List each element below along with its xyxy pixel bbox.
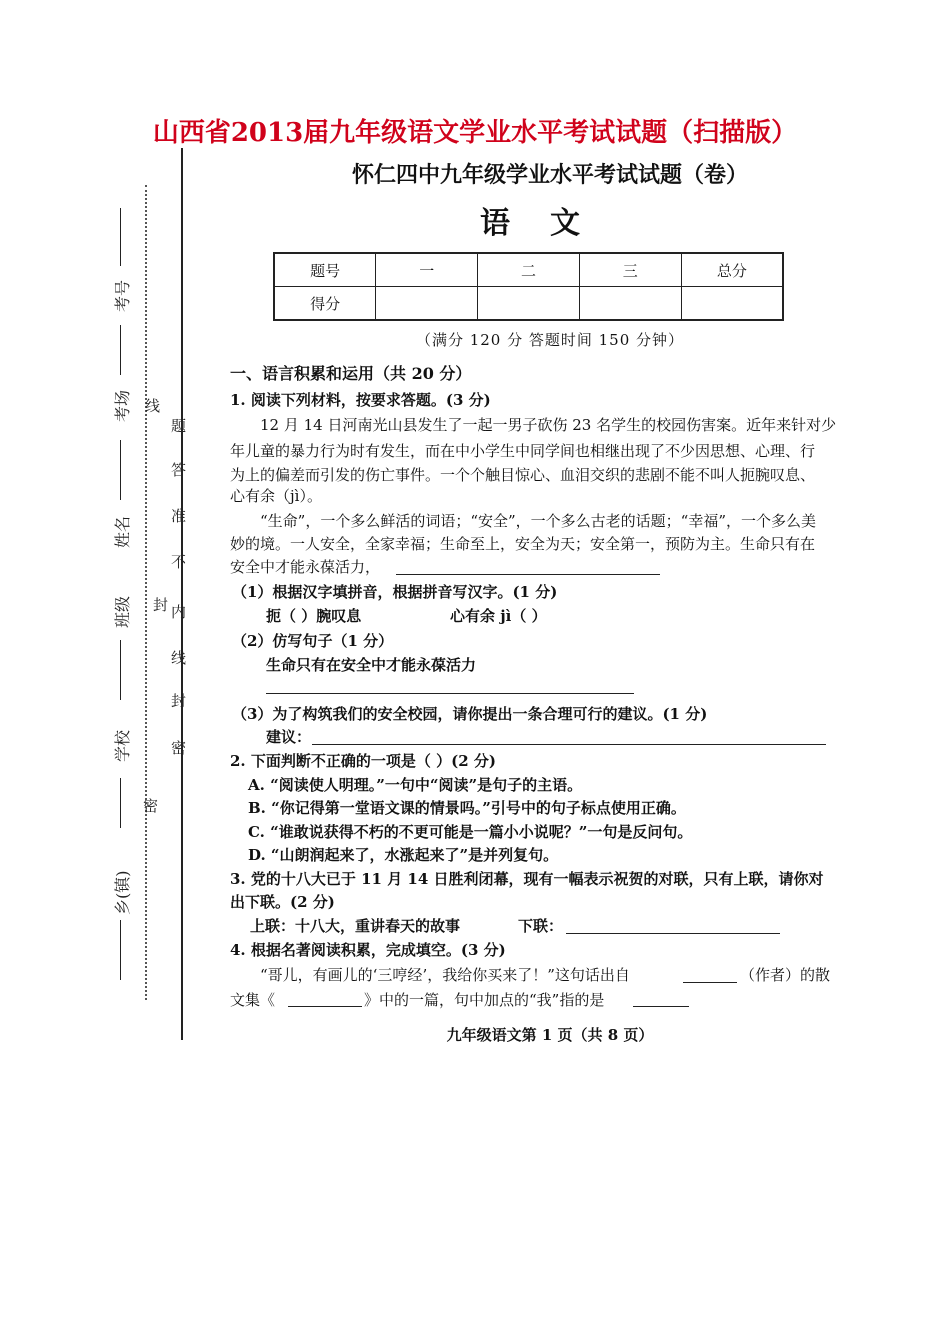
- page-footer: 九年级语文第 1 页（共 8 页）: [446, 1026, 654, 1044]
- answer-line[interactable]: [396, 574, 660, 575]
- seal-char: 线: [169, 650, 187, 667]
- passage-line: 为上的偏差而引发的伤亡事件。一个个触目惊心、血泪交织的悲剧不能不叫人扼腕叹息、: [230, 466, 816, 484]
- field-room: 考场: [113, 389, 132, 422]
- passage-line: “哥儿，有画儿的‘三哼经’，我给你买来了！”这句话出自: [260, 966, 630, 984]
- fill-blank[interactable]: 扼（ ）腕叹息: [266, 607, 362, 625]
- question-stem: 出下联。(2 分): [230, 893, 335, 911]
- field-school: 学校: [113, 729, 132, 762]
- score-header-row: [274, 253, 783, 287]
- question-stem: 2. 下面判断不正确的一项是（ ）(2 分): [230, 752, 496, 770]
- score-input-cell[interactable]: [478, 287, 580, 321]
- score-cell: 三: [579, 253, 681, 287]
- suggestion-label: 建议：: [266, 728, 312, 746]
- sub-question: （3）为了构筑我们的安全校园，请你提出一条合理可行的建议。(1 分): [232, 705, 708, 723]
- field-name: 姓名: [113, 515, 132, 548]
- passage-line: 文集《: [230, 991, 276, 1009]
- seal-char: 封: [169, 693, 187, 710]
- couplet-lower-label: 下联：: [518, 917, 564, 935]
- score-input-cell[interactable]: [579, 287, 681, 321]
- sub-question: （2）仿写句子（1 分）: [232, 632, 394, 650]
- score-cell: 总分: [681, 253, 783, 287]
- field-class: 班级: [113, 595, 132, 628]
- exam-note: （满分 120 分 答题时间 150 分钟）: [415, 331, 685, 349]
- passage-line: 12 月 14 日河南光山县发生了一起一男子砍伤 23 名学生的校园伤害案。近年来针对少: [260, 416, 837, 434]
- school-title: 怀仁四中九年级学业水平考试试题（卷）: [351, 162, 748, 188]
- section-title: 一、语言积累和运用（共 20 分）: [230, 364, 472, 383]
- field-room-line: [120, 325, 121, 375]
- seal-char: 题: [169, 418, 187, 435]
- passage-line: 年儿童的暴力行为时有发生，而在中小学生中同学间也相继出现了不少因思想、心理、行: [230, 442, 816, 460]
- seal-char: 线: [143, 398, 161, 415]
- question-stem: 3. 党的十八大已于 11 月 14 日胜利闭幕，现有一幅表示祝贺的对联，只有上联，请你对: [230, 870, 824, 888]
- subject-title: 语文: [480, 206, 620, 241]
- passage-line: 心有余（jì）。: [230, 487, 322, 505]
- score-cell: 得分: [274, 287, 376, 321]
- question-stem: 1. 阅读下列材料，按要求答题。(3 分): [230, 391, 491, 409]
- field-exam-no: 考号: [113, 279, 132, 312]
- sub-question: （1）根据汉字填拼音，根据拼音写汉字。(1 分): [232, 583, 558, 601]
- binding-line: [181, 148, 183, 1040]
- cut-line: [145, 185, 147, 1000]
- passage-line: （作者）的散: [740, 966, 831, 984]
- answer-line[interactable]: [266, 693, 634, 694]
- field-exam-no-line: [120, 208, 121, 266]
- seal-char: 密: [169, 740, 187, 757]
- score-value-row: [274, 287, 783, 321]
- field-town-line: [120, 920, 121, 980]
- seal-char: 不: [169, 554, 187, 571]
- banner-title: 山西省2013届九年级语文学业水平考试试题（扫描版）: [152, 118, 798, 148]
- seal-char: 密: [141, 798, 159, 815]
- score-table: [273, 252, 784, 321]
- question-stem: 4. 根据名著阅读积累，完成填空。(3 分): [230, 941, 506, 959]
- answer-line[interactable]: [288, 1006, 362, 1007]
- option-d[interactable]: D. “山朗润起来了，水涨起来了”是并列复句。: [248, 846, 559, 864]
- couplet-upper: 上联：十八大，重讲春天的故事: [250, 917, 461, 935]
- field-name-line: [120, 440, 121, 500]
- answer-line[interactable]: [633, 1006, 689, 1007]
- score-cell: 一: [376, 253, 478, 287]
- fill-blank[interactable]: 心有余 jì（ ）: [450, 607, 547, 625]
- option-b[interactable]: B. “你记得第一堂语文课的情景吗。”引号中的句子标点使用正确。: [248, 799, 686, 817]
- score-cell: 题号: [274, 253, 376, 287]
- seal-char: 准: [169, 508, 187, 525]
- answer-line[interactable]: [683, 982, 737, 983]
- model-sentence: 生命只有在安全中才能永葆活力: [266, 656, 477, 674]
- answer-line[interactable]: [312, 744, 826, 745]
- score-input-cell[interactable]: [376, 287, 478, 321]
- score-cell: 二: [478, 253, 580, 287]
- field-class-line: [120, 640, 121, 700]
- seal-char: 答: [169, 462, 187, 479]
- passage-line: 妙的境。一人安全，全家幸福；生命至上，安全为天；安全第一，预防为主。生命只有在: [230, 535, 816, 553]
- passage-line: 安全中才能永葆活力，: [230, 558, 381, 576]
- field-town: 乡(镇): [113, 870, 132, 915]
- field-school-line: [120, 778, 121, 828]
- option-a[interactable]: A. “阅读使人明理。”一句中“阅读”是句子的主语。: [248, 776, 583, 794]
- seal-char: 内: [169, 604, 187, 621]
- option-c[interactable]: C. “谁敢说获得不朽的不更可能是一篇小小说呢？”一句是反问句。: [248, 823, 693, 841]
- passage-line: “生命”，一个多么鲜活的词语；“安全”，一个多么古老的话题；“幸福”，一个多么美: [260, 512, 817, 530]
- seal-char: 封: [151, 597, 169, 614]
- answer-line[interactable]: [566, 933, 780, 934]
- passage-line: 》中的一篇，句中加点的“我”指的是: [364, 991, 605, 1009]
- score-input-cell[interactable]: [681, 287, 783, 321]
